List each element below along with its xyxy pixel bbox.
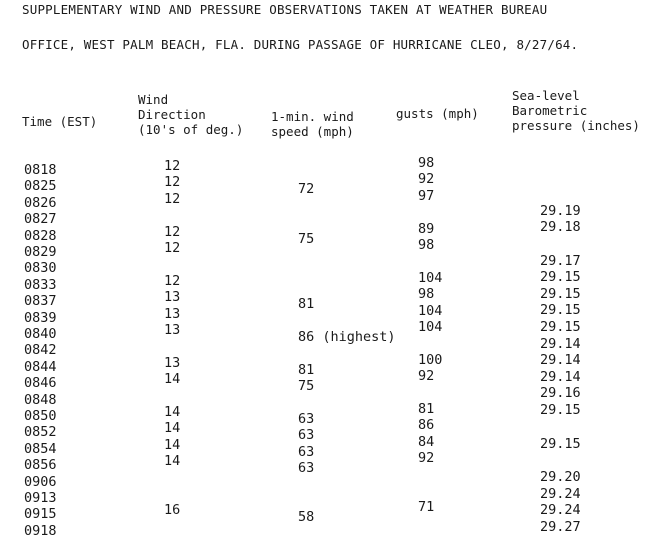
gust-cell: 92 <box>418 450 435 467</box>
direction-cell: 13 <box>164 354 181 371</box>
pressure-cell: 29.14 <box>540 352 581 368</box>
time-cell: 0918 <box>24 522 57 539</box>
time-cell: 0825 <box>24 178 57 195</box>
time-cell: 0846 <box>24 375 57 392</box>
gust-cell: 98 <box>418 286 435 303</box>
header-gusts-line: gusts (mph) <box>396 106 479 121</box>
time-cell: 0826 <box>24 194 57 211</box>
direction-cell: 12 <box>164 272 181 289</box>
time-cell: 0827 <box>24 211 57 228</box>
pressure-cell: 29.15 <box>540 319 581 335</box>
gust-cell: 86 <box>418 417 435 434</box>
time-cell: 0913 <box>24 490 57 506</box>
direction-cell: 14 <box>164 436 181 453</box>
gust-cell: 81 <box>418 401 435 417</box>
gust-cell: 84 <box>418 433 435 450</box>
pressure-cell: 29.15 <box>540 286 581 302</box>
direction-cell: 12 <box>164 174 181 191</box>
header-direction-line: Direction <box>138 107 206 122</box>
gust-cell: 98 <box>418 155 435 171</box>
pressure-cell: 29.15 <box>540 269 581 285</box>
pressure-cell: 29.24 <box>540 486 581 502</box>
time-cell: 0833 <box>24 276 57 293</box>
gust-cell: 89 <box>418 220 435 237</box>
pressure-cell: 29.18 <box>540 219 581 235</box>
pressure-cell: 29.15 <box>540 436 581 452</box>
time-cell: 0837 <box>24 293 57 310</box>
time-cell: 0906 <box>24 473 57 490</box>
header-direction-line: Wind <box>138 92 169 107</box>
time-cell: 0842 <box>24 342 57 359</box>
time-cell: 0844 <box>24 358 57 375</box>
time-cell: 0829 <box>24 244 57 260</box>
time-cell: 0840 <box>24 326 57 342</box>
pressure-cell: 29.15 <box>540 402 581 418</box>
pressure-cell: 29.16 <box>540 385 581 401</box>
speed-cell: 63 <box>298 460 315 477</box>
speed-cell: 75 <box>298 230 315 247</box>
direction-cell: 13 <box>164 289 181 306</box>
header-pressure <box>512 88 640 133</box>
header-speed <box>271 109 354 139</box>
speed-cell: 75 <box>298 378 315 395</box>
speed-cell: 63 <box>298 427 315 444</box>
time-cell: 0828 <box>24 227 57 244</box>
speed-cell: 58 <box>298 509 315 526</box>
title-line-2: OFFICE, WEST PALM BEACH, FLA. DURING PASSAGE OF HURRICANE CLEO, 8/27/64. <box>22 37 579 52</box>
gust-cell: 100 <box>418 351 443 368</box>
header-speed-line: 1-min. wind <box>271 109 354 124</box>
speed-cell: 63 <box>298 411 315 427</box>
header-direction-line: (10's of deg.) <box>138 122 244 137</box>
pressure-cell: 29.15 <box>540 302 581 318</box>
direction-cell: 12 <box>164 190 181 207</box>
header-direction <box>138 92 243 137</box>
gust-cell: 92 <box>418 368 435 385</box>
direction-cell: 16 <box>164 502 181 519</box>
header-speed-line: speed (mph) <box>271 124 354 139</box>
direction-cell: 14 <box>164 404 181 420</box>
direction-cell: 14 <box>164 420 181 437</box>
time-cell: 0818 <box>24 162 57 178</box>
pressure-cell: 29.17 <box>540 253 581 269</box>
gust-cell: 71 <box>418 499 435 516</box>
direction-cell: 12 <box>164 158 181 174</box>
speed-cell: 81 <box>298 361 315 378</box>
header-time <box>22 114 97 129</box>
time-cell: 0848 <box>24 391 57 408</box>
gust-cell: 98 <box>418 237 435 253</box>
time-cell: 0915 <box>24 506 57 523</box>
gust-cell: 97 <box>418 187 435 204</box>
gust-cell: 104 <box>418 319 443 335</box>
direction-cell: 13 <box>164 322 181 338</box>
speed-cell: 63 <box>298 443 315 460</box>
speed-cell: 86 (highest) <box>298 329 396 345</box>
pressure-cell: 29.19 <box>540 203 581 219</box>
header-pressure-line: pressure (inches) <box>512 118 640 133</box>
direction-cell: 14 <box>164 371 181 388</box>
gust-cell: 92 <box>418 171 435 188</box>
direction-cell: 14 <box>164 453 181 470</box>
direction-cell: 12 <box>164 223 181 240</box>
time-cell: 0830 <box>24 260 57 277</box>
time-cell: 0856 <box>24 457 57 474</box>
header-time-line: Time (EST) <box>22 114 98 129</box>
header-pressure-line: Sea-level <box>512 88 580 103</box>
title-line-1: SUPPLEMENTARY WIND AND PRESSURE OBSERVATIONS TAKEN AT WEATHER BUREAU <box>22 2 548 17</box>
time-cell: 0839 <box>24 309 57 326</box>
pressure-cell: 29.20 <box>540 469 581 485</box>
gust-cell: 104 <box>418 302 443 319</box>
speed-cell: 72 <box>298 181 315 198</box>
pressure-cell: 29.24 <box>540 502 581 518</box>
time-cell: 0850 <box>24 408 57 424</box>
pressure-cell: 29.14 <box>540 336 581 352</box>
pressure-cell: 29.27 <box>540 519 581 535</box>
header-gusts <box>396 106 479 121</box>
time-cell: 0852 <box>24 424 57 441</box>
header-pressure-line: Barometric <box>512 103 588 118</box>
speed-cell: 81 <box>298 296 315 313</box>
direction-cell: 13 <box>164 305 181 322</box>
time-cell: 0854 <box>24 440 57 457</box>
gust-cell: 104 <box>418 269 443 286</box>
direction-cell: 12 <box>164 240 181 256</box>
pressure-cell: 29.14 <box>540 369 581 385</box>
